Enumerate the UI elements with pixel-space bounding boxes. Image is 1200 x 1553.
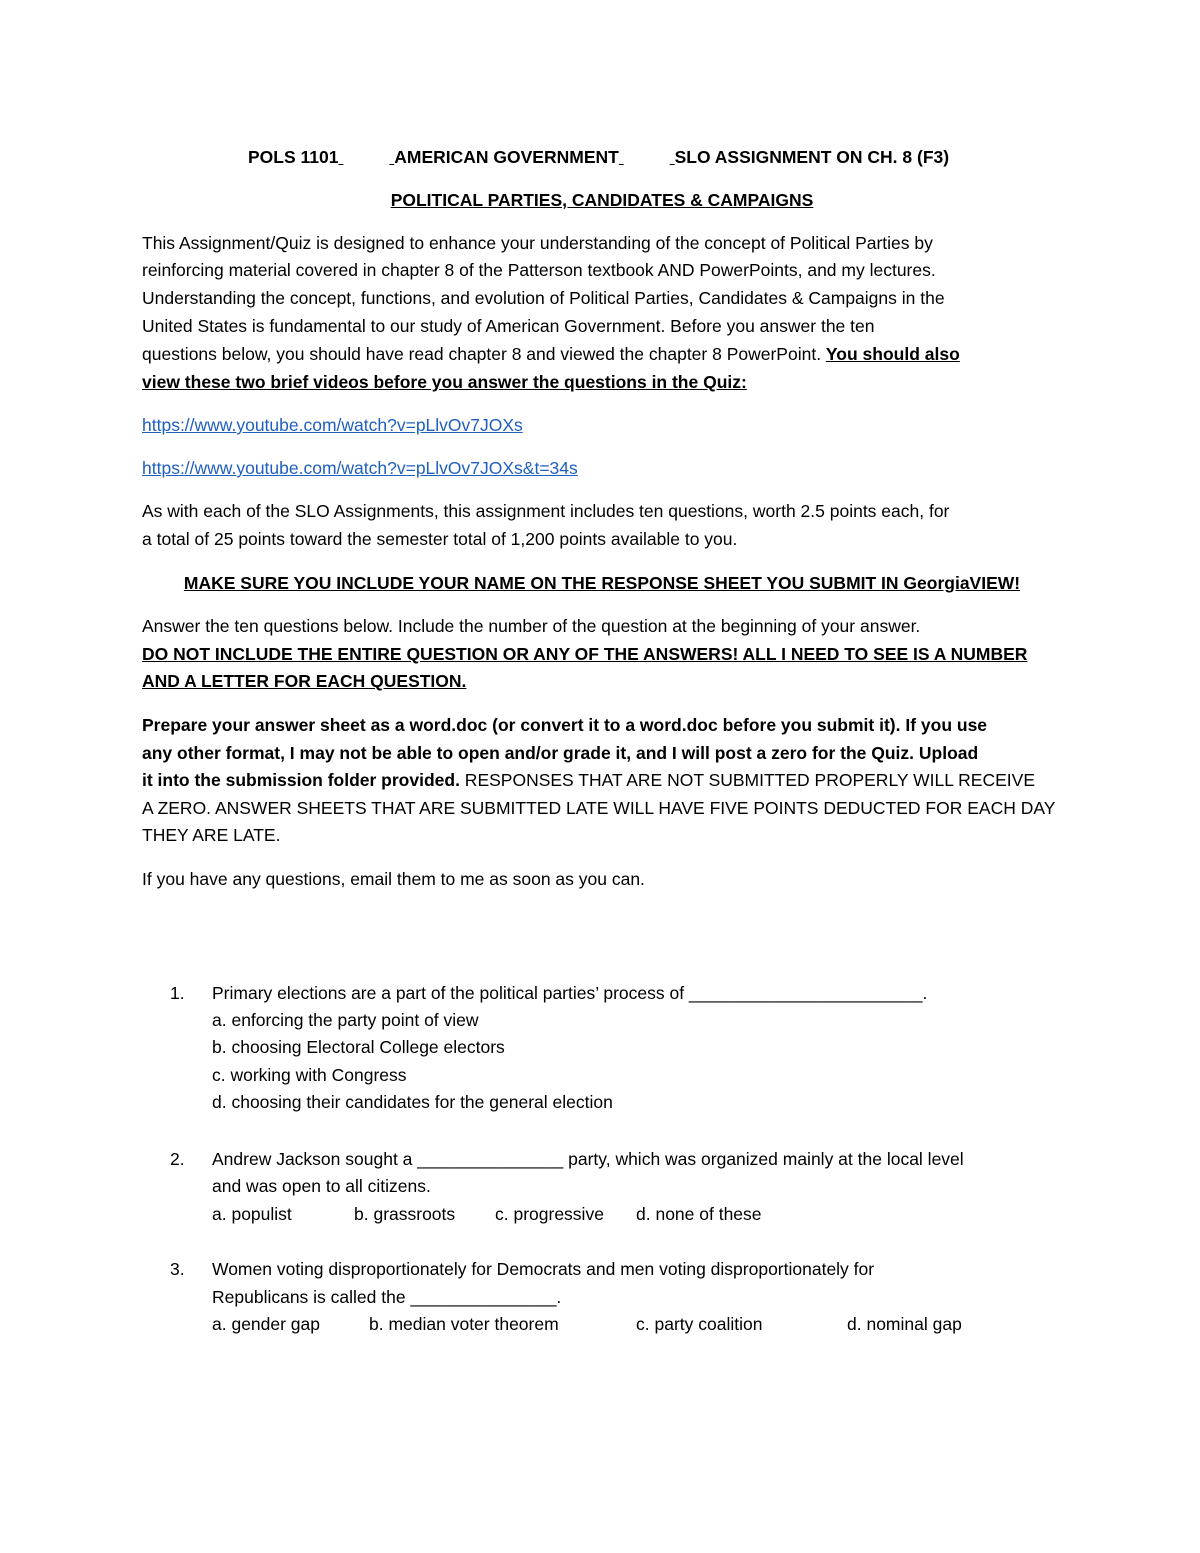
answer-option: a. enforcing the party point of view [212, 1010, 479, 1030]
course-header [248, 143, 968, 171]
video-instruction: view these two brief videos before you answer the questions in the Quiz: [142, 372, 747, 392]
intro-line-5-text: questions below, you should have read chapter 8 and viewed the chapter 8 PowerPoint. [142, 344, 826, 364]
question-text-cont: Republicans is called the _______________. [212, 1287, 562, 1307]
course-code: POLS 1101 [248, 147, 339, 167]
question-text-cont: and was open to all citizens. [212, 1176, 431, 1196]
answer-option: d. none of these [636, 1204, 762, 1224]
intro-line-2: reinforcing material covered in chapter 8 of the Patterson textbook AND PowerPoints, and my lectures. [142, 260, 936, 280]
intro-line-5 [142, 340, 1062, 368]
question-number: 3. [170, 1259, 185, 1279]
assignment-label: SLO ASSIGNMENT ON CH. 8 (F3) [674, 147, 950, 167]
answer-option: a. populist [212, 1204, 292, 1224]
video-link-1-row [142, 411, 1062, 439]
question-number: 1. [170, 983, 185, 1003]
intro-line-3: Understanding the concept, functions, and evolution of Political Parties, Candidates & Campaigns in the [142, 288, 945, 308]
format-instruction-3a: it into the submission folder provided. [142, 770, 460, 790]
answer-option: b. choosing Electoral College electors [212, 1037, 505, 1057]
intro-line-4: United States is fundamental to our study of American Government. Before you answer the ten [142, 316, 875, 336]
video-link-2[interactable]: https://www.youtube.com/watch?v=pLlvOv7JOXs&t=34s [142, 458, 578, 478]
answer-option: b. median voter theorem [369, 1314, 559, 1334]
answer-instruction-1: Answer the ten questions below. Include the number of the question at the beginning of your answer. [142, 616, 921, 636]
question-number: 2. [170, 1149, 185, 1169]
points-line-1: As with each of the SLO Assignments, this assignment includes ten questions, worth 2.5 points each, for [142, 501, 950, 521]
question-text: Primary elections are a part of the political parties’ process of ________________________. [212, 983, 928, 1003]
format-instruction-5: THEY ARE LATE. [142, 825, 281, 845]
format-instruction-2: any other format, I may not be able to open and/or grade it, and I will post a zero for the Quiz. Upload [142, 743, 979, 763]
answer-option: c. party coalition [636, 1314, 763, 1334]
course-subject: AMERICAN GOVERNMENT [394, 147, 619, 167]
answer-option: d. nominal gap [847, 1314, 962, 1334]
question-text: Women voting disproportionately for Democrats and men voting disproportionately for [212, 1259, 875, 1279]
video-link-2-row [142, 454, 1062, 482]
answer-option: b. grassroots [354, 1204, 456, 1224]
answer-option: d. choosing their candidates for the general election [212, 1092, 613, 1112]
answer-option: c. working with Congress [212, 1065, 407, 1085]
question-text: Andrew Jackson sought a _______________ party, which was organized mainly at the local level [212, 1149, 964, 1169]
answer-option: a. gender gap [212, 1314, 321, 1334]
video-link-1[interactable]: https://www.youtube.com/watch?v=pLlvOv7JOXs [142, 415, 523, 435]
answer-instruction-2: DO NOT INCLUDE THE ENTIRE QUESTION OR ANY OF THE ANSWERS! ALL I NEED TO SEE IS A NUMBER [142, 644, 1028, 664]
contact-line: If you have any questions, email them to me as soon as you can. [142, 869, 645, 889]
name-notice: MAKE SURE YOU INCLUDE YOUR NAME ON THE RESPONSE SHEET YOU SUBMIT IN GeorgiaVIEW! [183, 573, 1021, 593]
answer-option: c. progressive [495, 1204, 604, 1224]
format-instruction-1: Prepare your answer sheet as a word.doc (or convert it to a word.doc before you submit it). If you use [142, 715, 988, 735]
page-title: POLITICAL PARTIES, CANDIDATES & CAMPAIGNS [390, 190, 814, 210]
format-instruction-4: A ZERO. ANSWER SHEETS THAT ARE SUBMITTED LATE WILL HAVE FIVE POINTS DEDUCTED FOR EACH DAY [142, 798, 1056, 818]
video-instruction-start: You should also [825, 344, 960, 364]
intro-line-1: This Assignment/Quiz is designed to enhance your understanding of the concept of Political Parties by [142, 233, 933, 253]
format-instruction-3 [142, 766, 1062, 794]
answer-instruction-3: AND A LETTER FOR EACH QUESTION. [142, 671, 467, 691]
points-line-2: a total of 25 points toward the semester total of 1,200 points available to you. [142, 529, 738, 549]
format-instruction-3b: RESPONSES THAT ARE NOT SUBMITTED PROPERLY WILL RECEIVE [459, 770, 1035, 790]
